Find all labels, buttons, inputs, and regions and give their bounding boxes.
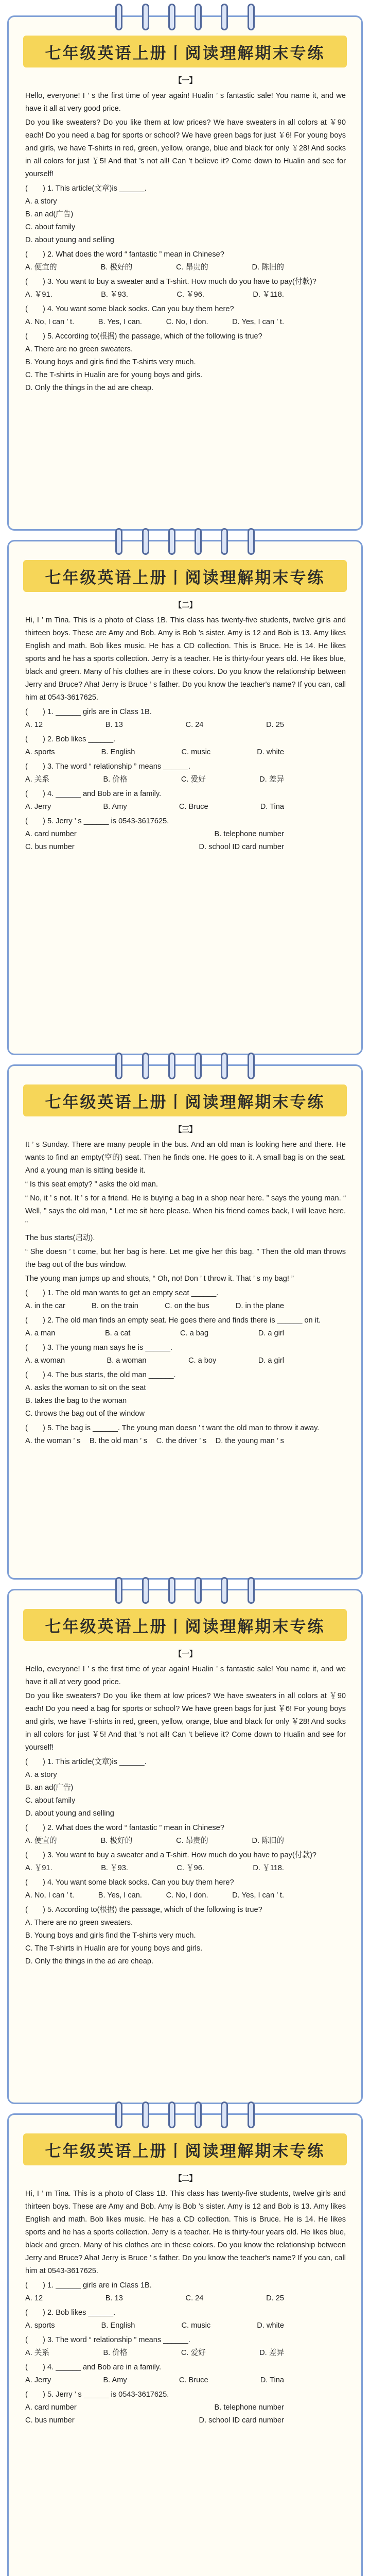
answer-option[interactable]: D. Yes, I can ’ t. bbox=[232, 318, 284, 326]
answer-option[interactable]: C. Bruce bbox=[179, 803, 208, 811]
answer-options-row bbox=[25, 2401, 346, 2414]
answer-option[interactable]: C. bus number bbox=[25, 843, 75, 851]
worksheet-title: 七年级英语上册丨阅读理解期末专练 bbox=[45, 2142, 325, 2161]
answer-option[interactable]: B. a woman bbox=[107, 1357, 147, 1365]
answer-options-row bbox=[25, 289, 346, 301]
question-stem: ( ) 5. According to(根据) the passage, which of the following is true? bbox=[25, 332, 262, 341]
answer-option[interactable]: D. white bbox=[257, 748, 284, 756]
passage-paragraph: Hi, I ’ m Tina. This is a photo of Class 1B. This class has twenty-five students, twelve girls and thirteen boys. These are Amy and Bob. Amy is Bob ’s sister. Amy is 12 and Bob is 13. Amy likes English and math. Bob likes music. He has a CD collection. This is Bruce. He is 14. He likes sports and he has a sports collection. Jerry is a teacher. He is thirty-four years old. He likes blue, black and green. Many of his clothes are in these colors. Do you know the relationship between Jerry and Bruce? Aha! Jerry is Bruce ’ s father. Do you know the teacher's name? If you can, call him at 0543-3617625. bbox=[25, 2190, 346, 2275]
answer-options-row bbox=[25, 2292, 346, 2305]
answer-option[interactable]: B. an ad(广告) bbox=[25, 210, 74, 218]
binder-ring bbox=[195, 1577, 202, 1604]
binder-ring bbox=[115, 1053, 122, 1079]
binder-ring bbox=[168, 4, 175, 30]
answer-option[interactable]: A. in the car bbox=[25, 1302, 65, 1310]
answer-option[interactable]: A. ￥91. bbox=[25, 1864, 52, 1872]
passage-label: 【二】 bbox=[174, 2175, 197, 2183]
answer-option[interactable]: C. 爱好 bbox=[181, 2349, 206, 2357]
answer-option[interactable]: D. school ID card number bbox=[199, 2416, 284, 2425]
question-stem: ( ) 5. The bag is ______. The young man doesn ’ t want the old man to throw it away. bbox=[25, 1424, 320, 1432]
question-stem: ( ) 4. ______ and Bob are in a family. bbox=[25, 790, 162, 798]
answer-option[interactable]: D. Only the things in the ad are cheap. bbox=[25, 384, 154, 392]
answer-option[interactable]: A. 12 bbox=[25, 721, 43, 729]
question-stem: ( ) 2. What does the word “ fantastic ” mean in Chinese? bbox=[25, 250, 224, 259]
worksheet-card-2 bbox=[7, 540, 363, 1055]
question-stem: ( ) 4. You want some black socks. Can you buy them here? bbox=[25, 1878, 234, 1887]
passage-label: 【一】 bbox=[174, 77, 197, 85]
passage-content bbox=[25, 1648, 346, 2092]
answer-option[interactable]: D. Yes, I can ’ t. bbox=[232, 1891, 284, 1900]
question-stem: ( ) 2. Bob likes ______. bbox=[25, 735, 116, 743]
title-banner bbox=[23, 560, 347, 592]
answer-option[interactable]: A. No, I can ’ t. bbox=[25, 318, 75, 326]
answer-option[interactable]: D. white bbox=[257, 2321, 284, 2330]
answer-option[interactable]: C. 爱好 bbox=[181, 775, 206, 784]
answer-options-row bbox=[25, 1889, 346, 1902]
answer-options-row bbox=[25, 773, 346, 786]
answer-option[interactable]: D. Tina bbox=[260, 803, 284, 811]
title-banner bbox=[23, 1084, 347, 1116]
answer-option[interactable]: A. 便宜的 bbox=[25, 263, 57, 272]
answer-option[interactable]: B. 13 bbox=[105, 721, 123, 729]
answer-option[interactable]: C. a boy bbox=[188, 1357, 217, 1365]
binder-ring bbox=[195, 1053, 202, 1079]
answer-option[interactable]: C. No, I don. bbox=[166, 1891, 208, 1900]
answer-option[interactable]: D. Only the things in the ad are cheap. bbox=[25, 1957, 154, 1965]
binder-ring bbox=[115, 2102, 122, 2128]
binder-ring bbox=[248, 528, 255, 555]
answer-option[interactable]: C. 24 bbox=[185, 721, 204, 729]
binder-ring bbox=[195, 528, 202, 555]
title-banner bbox=[23, 1609, 347, 1641]
answer-option[interactable]: C. The T-shirts in Hualin are for young boys and girls. bbox=[25, 1944, 203, 1953]
binder-rings bbox=[9, 2102, 361, 2128]
answer-options-row bbox=[25, 261, 346, 274]
passage-paragraph: Hello, everyone! I ’ s the first time of year again! Hualin ’ s fantastic sale! You name it, and we have it all at very good price. bbox=[25, 1665, 346, 1686]
answer-option[interactable]: A. Jerry bbox=[25, 2376, 51, 2384]
answer-option[interactable]: C. bus number bbox=[25, 2416, 75, 2425]
worksheet-title: 七年级英语上册丨阅读理解期末专练 bbox=[45, 1093, 325, 1112]
answer-option[interactable]: C. 昂贵的 bbox=[176, 1837, 208, 1845]
worksheet-title: 七年级英语上册丨阅读理解期末专练 bbox=[45, 44, 325, 63]
worksheet-card-4 bbox=[7, 1589, 363, 2104]
answer-option[interactable]: A. Jerry bbox=[25, 803, 51, 811]
binder-ring bbox=[168, 2102, 175, 2128]
binder-rings bbox=[9, 1053, 361, 1079]
answer-option[interactable]: A. 关系 bbox=[25, 2349, 50, 2357]
answer-options-row bbox=[25, 746, 346, 759]
answer-option[interactable]: B. Yes, I can. bbox=[98, 1891, 142, 1900]
answer-option[interactable]: C. Bruce bbox=[179, 2376, 208, 2384]
binder-ring bbox=[115, 1577, 122, 1604]
answer-option[interactable]: B. Young boys and girls find the T-shirts very much. bbox=[25, 1931, 196, 1940]
question-stem: ( ) 4. ______ and Bob are in a family. bbox=[25, 2363, 162, 2371]
question-stem: ( ) 4. The bus starts, the old man ______. bbox=[25, 1371, 176, 1379]
answer-option[interactable]: C. The T-shirts in Hualin are for young boys and girls. bbox=[25, 371, 203, 379]
answer-option[interactable]: D. a girl bbox=[258, 1329, 284, 1337]
answer-option[interactable]: B. on the train bbox=[91, 1302, 138, 1310]
question-stem: ( ) 2. What does the word “ fantastic ” mean in Chinese? bbox=[25, 1824, 224, 1832]
binder-rings bbox=[9, 1577, 361, 1604]
question-stem: ( ) 5. According to(根据) the passage, which of the following is true? bbox=[25, 1906, 262, 1914]
answer-options-row bbox=[25, 1354, 346, 1367]
passage-content bbox=[25, 2173, 346, 2576]
question-stem: ( ) 5. Jerry ’ s ______ is 0543-3617625. bbox=[25, 817, 169, 825]
answer-option[interactable]: A. a story bbox=[25, 197, 57, 206]
passage-label: 【三】 bbox=[174, 1126, 197, 1134]
answer-options-row bbox=[25, 2374, 346, 2387]
answer-option[interactable]: A. a man bbox=[25, 1329, 56, 1337]
question-stem: ( ) 2. The old man finds an empty seat. He goes there and finds there is ______ on it. bbox=[25, 1316, 321, 1325]
answer-options-row bbox=[25, 1862, 346, 1875]
answer-option[interactable]: D. a girl bbox=[258, 1357, 284, 1365]
answer-option[interactable]: C. ￥96. bbox=[177, 1864, 204, 1872]
answer-option[interactable]: B. Yes, I can. bbox=[98, 318, 142, 326]
binder-ring bbox=[142, 1577, 149, 1604]
answer-option[interactable]: A. sports bbox=[25, 748, 55, 756]
answer-option[interactable]: B. takes the bag to the woman bbox=[25, 1397, 127, 1405]
binder-ring bbox=[248, 2102, 255, 2128]
answer-option[interactable]: A. ￥91. bbox=[25, 291, 52, 299]
passage-paragraph: Hello, everyone! I ’ s the first time of year again! Hualin ’ s fantastic sale! You name it, and we have it all at very good price. bbox=[25, 92, 346, 113]
title-banner bbox=[23, 36, 347, 67]
answer-option[interactable]: D. the young man ’ s bbox=[215, 1437, 284, 1445]
answer-option[interactable]: C. a bag bbox=[180, 1329, 209, 1337]
binder-ring bbox=[248, 4, 255, 30]
answer-option[interactable]: A. a woman bbox=[25, 1357, 65, 1365]
answer-option[interactable]: C. music bbox=[181, 748, 211, 756]
answer-option[interactable]: D. ￥118. bbox=[253, 291, 284, 299]
answer-option[interactable]: B. English bbox=[101, 748, 135, 756]
worksheet-card-1 bbox=[7, 15, 363, 531]
answer-options-row bbox=[25, 1435, 346, 1448]
answer-option[interactable]: D. about young and selling bbox=[25, 1809, 114, 1818]
worksheet-card-3 bbox=[7, 1064, 363, 1580]
question-stem: ( ) 5. Jerry ’ s ______ is 0543-3617625. bbox=[25, 2391, 169, 2399]
binder-ring bbox=[115, 528, 122, 555]
answer-option[interactable]: C. ￥96. bbox=[177, 291, 204, 299]
answer-option[interactable]: B. 极好的 bbox=[100, 263, 133, 272]
answer-option[interactable]: A. 12 bbox=[25, 2294, 43, 2302]
binder-ring bbox=[221, 1577, 228, 1604]
answer-option[interactable]: C. on the bus bbox=[164, 1302, 209, 1310]
binder-ring bbox=[221, 1053, 228, 1079]
answer-option[interactable]: A. asks the woman to sit on the seat bbox=[25, 1384, 146, 1392]
answer-option[interactable]: A. There are no green sweaters. bbox=[25, 1919, 133, 1927]
answer-option[interactable]: A. a story bbox=[25, 1771, 57, 1779]
answer-option[interactable]: A. sports bbox=[25, 2321, 55, 2330]
answer-options-row bbox=[25, 1327, 346, 1340]
binder-ring bbox=[168, 1577, 175, 1604]
answer-option[interactable]: A. card number bbox=[25, 830, 77, 838]
binder-ring bbox=[195, 4, 202, 30]
answer-option[interactable]: D. 陈旧的 bbox=[252, 1837, 284, 1845]
answer-option[interactable]: B. 价格 bbox=[103, 775, 128, 784]
answer-option[interactable]: D. 25 bbox=[266, 2294, 284, 2302]
question-stem: ( ) 4. You want some black socks. Can you buy them here? bbox=[25, 305, 234, 313]
passage-paragraph: “ Is this seat empty? ” asks the old man. bbox=[25, 1180, 158, 1189]
question-stem: ( ) 3. The word “ relationship ” means ______. bbox=[25, 2336, 190, 2344]
answer-option[interactable]: D. Tina bbox=[260, 2376, 284, 2384]
answer-options-row bbox=[25, 1300, 346, 1313]
passage-content bbox=[25, 599, 346, 1043]
binder-ring bbox=[168, 1053, 175, 1079]
answer-option[interactable]: A. 关系 bbox=[25, 775, 50, 784]
passage-label: 【二】 bbox=[174, 601, 197, 609]
answer-option[interactable]: B. a cat bbox=[104, 1329, 131, 1337]
binder-ring bbox=[221, 528, 228, 555]
answer-options-row bbox=[25, 2414, 346, 2427]
question-stem: ( ) 1. The old man wants to get an empty seat ______. bbox=[25, 1289, 219, 1297]
answer-option[interactable]: C. music bbox=[181, 2321, 211, 2330]
answer-options-row bbox=[25, 1835, 346, 1848]
answer-options-row bbox=[25, 2319, 346, 2332]
binder-ring bbox=[115, 4, 122, 30]
answer-option[interactable]: B. 13 bbox=[105, 2294, 123, 2302]
passage-paragraph: Do you like sweaters? Do you like them at low prices? We have sweaters in all colors at ￥90 each! Do you need a bag for sports or school? We have green bags for just ￥6! For young boys and girls, we have T-shirts in red, green, yellow, orange, blue and black for only ￥28! And socks in all colors for just ￥5! And that ’s not all! Can ’t believe it? Come down to Hualin and see for yourself! bbox=[25, 118, 346, 178]
answer-options-row bbox=[25, 316, 346, 329]
binder-ring bbox=[168, 528, 175, 555]
answer-option[interactable]: D. 陈旧的 bbox=[252, 263, 284, 272]
answer-option[interactable]: D. ￥118. bbox=[253, 1864, 284, 1872]
answer-option[interactable]: B. Amy bbox=[103, 803, 127, 811]
title-banner bbox=[23, 2133, 347, 2165]
question-stem: ( ) 2. Bob likes ______. bbox=[25, 2309, 116, 2317]
answer-option[interactable]: C. throws the bag out of the window bbox=[25, 1410, 145, 1418]
worksheet-card-5 bbox=[7, 2113, 363, 2576]
worksheet-title: 七年级英语上册丨阅读理解期末专练 bbox=[45, 1617, 325, 1636]
binder-ring bbox=[248, 1053, 255, 1079]
answer-options-row bbox=[25, 828, 346, 841]
binder-ring bbox=[221, 4, 228, 30]
passage-paragraph: “ She doesn ’ t come, but her bag is here. Let me give her this bag. ” Then the old man throws the bag out of the bus window. bbox=[25, 1248, 346, 1269]
question-stem: ( ) 1. This article(文章)is ______. bbox=[25, 184, 147, 193]
answer-option[interactable]: B. 价格 bbox=[103, 2349, 128, 2357]
answer-option[interactable]: B. Young boys and girls find the T-shirts very much. bbox=[25, 358, 196, 366]
answer-option[interactable]: C. 24 bbox=[185, 2294, 204, 2302]
answer-option[interactable]: B. an ad(广告) bbox=[25, 1784, 74, 1792]
binder-ring bbox=[142, 2102, 149, 2128]
answer-option[interactable]: C. the driver ’ s bbox=[156, 1437, 207, 1445]
question-stem: ( ) 1. ______ girls are in Class 1B. bbox=[25, 708, 152, 716]
passage-paragraph: The bus starts(启动). bbox=[25, 1234, 95, 1242]
answer-option[interactable]: A. the woman ’ s bbox=[25, 1437, 81, 1445]
answer-options-row bbox=[25, 801, 346, 814]
answer-option[interactable]: D. 25 bbox=[266, 721, 284, 729]
binder-ring bbox=[142, 1053, 149, 1079]
binder-ring bbox=[142, 4, 149, 30]
answer-option[interactable]: B. ￥93. bbox=[101, 1864, 128, 1872]
answer-option[interactable]: D. about young and selling bbox=[25, 236, 114, 244]
question-stem: ( ) 1. ______ girls are in Class 1B. bbox=[25, 2281, 152, 2290]
passage-paragraph: It ’ s Sunday. There are many people in the bus. And an old man is looking here and there. He wants to find an empty(空的) seat. Then he finds one. He goes to it. A small bag is on the seat. And a young man is sitting beside it. bbox=[25, 1141, 346, 1175]
answer-option[interactable]: A. 便宜的 bbox=[25, 1837, 57, 1845]
answer-option[interactable]: A. No, I can ’ t. bbox=[25, 1891, 75, 1900]
answer-option[interactable]: B. telephone number bbox=[214, 830, 284, 838]
answer-option[interactable]: C. about family bbox=[25, 223, 76, 231]
binder-ring bbox=[195, 2102, 202, 2128]
answer-option[interactable]: D. in the plane bbox=[235, 1302, 284, 1310]
answer-option[interactable]: B. ￥93. bbox=[101, 291, 128, 299]
answer-option[interactable]: B. the old man ’ s bbox=[89, 1437, 148, 1445]
binder-rings bbox=[9, 4, 361, 30]
question-stem: ( ) 3. The word “ relationship ” means ______. bbox=[25, 762, 190, 771]
answer-option[interactable]: D. 差异 bbox=[259, 775, 284, 784]
worksheet-title: 七年级英语上册丨阅读理解期末专练 bbox=[45, 568, 325, 587]
answer-option[interactable]: B. 极好的 bbox=[100, 1837, 133, 1845]
passage-label: 【一】 bbox=[174, 1650, 197, 1658]
answer-option[interactable]: C. No, I don. bbox=[166, 318, 208, 326]
question-stem: ( ) 3. The young man says he is ______. bbox=[25, 1344, 173, 1352]
question-stem: ( ) 3. You want to buy a sweater and a T-shirt. How much do you have to pay(付款)? bbox=[25, 278, 316, 286]
passage-paragraph: “ No, it ’ s not. It ’ s for a friend. He is buying a bag in a shop near here. ” says the young man. “ Well, ” says the old man, “ Let me sit here please. When his friend comes back, I will leave here. ” bbox=[25, 1194, 346, 1228]
passage-paragraph: Hi, I ’ m Tina. This is a photo of Class 1B. This class has twenty-five students, twelve girls and thirteen boys. These are Amy and Bob. Amy is Bob ’s sister. Amy is 12 and Bob is 13. Amy likes English and math. Bob likes music. He has a CD collection. This is Bruce. He is 14. He likes sports and he has a sports collection. Jerry is a teacher. He is thirty-four years old. He likes blue, black and green. Many of his clothes are in these colors. Do you know the relationship between Jerry and Bruce? Aha! Jerry is Bruce ’ s father. Do you know the teacher's name? If you can, call him at 0543-3617625. bbox=[25, 616, 346, 702]
passage-content bbox=[25, 75, 346, 519]
answer-option[interactable]: B. English bbox=[101, 2321, 135, 2330]
answer-option[interactable]: D. 差异 bbox=[259, 2349, 284, 2357]
passage-content bbox=[25, 1124, 346, 1568]
answer-options-row bbox=[25, 719, 346, 732]
answer-option[interactable]: A. card number bbox=[25, 2403, 77, 2412]
answer-option[interactable]: C. about family bbox=[25, 1797, 76, 1805]
answer-option[interactable]: D. school ID card number bbox=[199, 843, 284, 851]
answer-option[interactable]: B. telephone number bbox=[214, 2403, 284, 2412]
question-stem: ( ) 1. This article(文章)is ______. bbox=[25, 1758, 147, 1766]
binder-ring bbox=[248, 1577, 255, 1604]
answer-option[interactable]: A. There are no green sweaters. bbox=[25, 345, 133, 353]
passage-paragraph: The young man jumps up and shouts, “ Oh, no! Don ’ t throw it. That ’ s my bag! ” bbox=[25, 1275, 294, 1283]
answer-options-row bbox=[25, 841, 346, 854]
binder-rings bbox=[9, 528, 361, 555]
answer-options-row bbox=[25, 2347, 346, 2360]
binder-ring bbox=[142, 528, 149, 555]
binder-ring bbox=[221, 2102, 228, 2128]
answer-option[interactable]: B. Amy bbox=[103, 2376, 127, 2384]
question-stem: ( ) 3. You want to buy a sweater and a T-shirt. How much do you have to pay(付款)? bbox=[25, 1851, 316, 1859]
passage-paragraph: Do you like sweaters? Do you like them at low prices? We have sweaters in all colors at ￥90 each! Do you need a bag for sports or school? We have green bags for just ￥6! For young boys and girls, we have T-shirts in red, green, yellow, orange, blue and black for only ￥28! And socks in all colors for just ￥5! And that ’s not all! Can ’t believe it? Come down to Hualin and see for yourself! bbox=[25, 1692, 346, 1752]
answer-option[interactable]: C. 昂贵的 bbox=[176, 263, 208, 272]
